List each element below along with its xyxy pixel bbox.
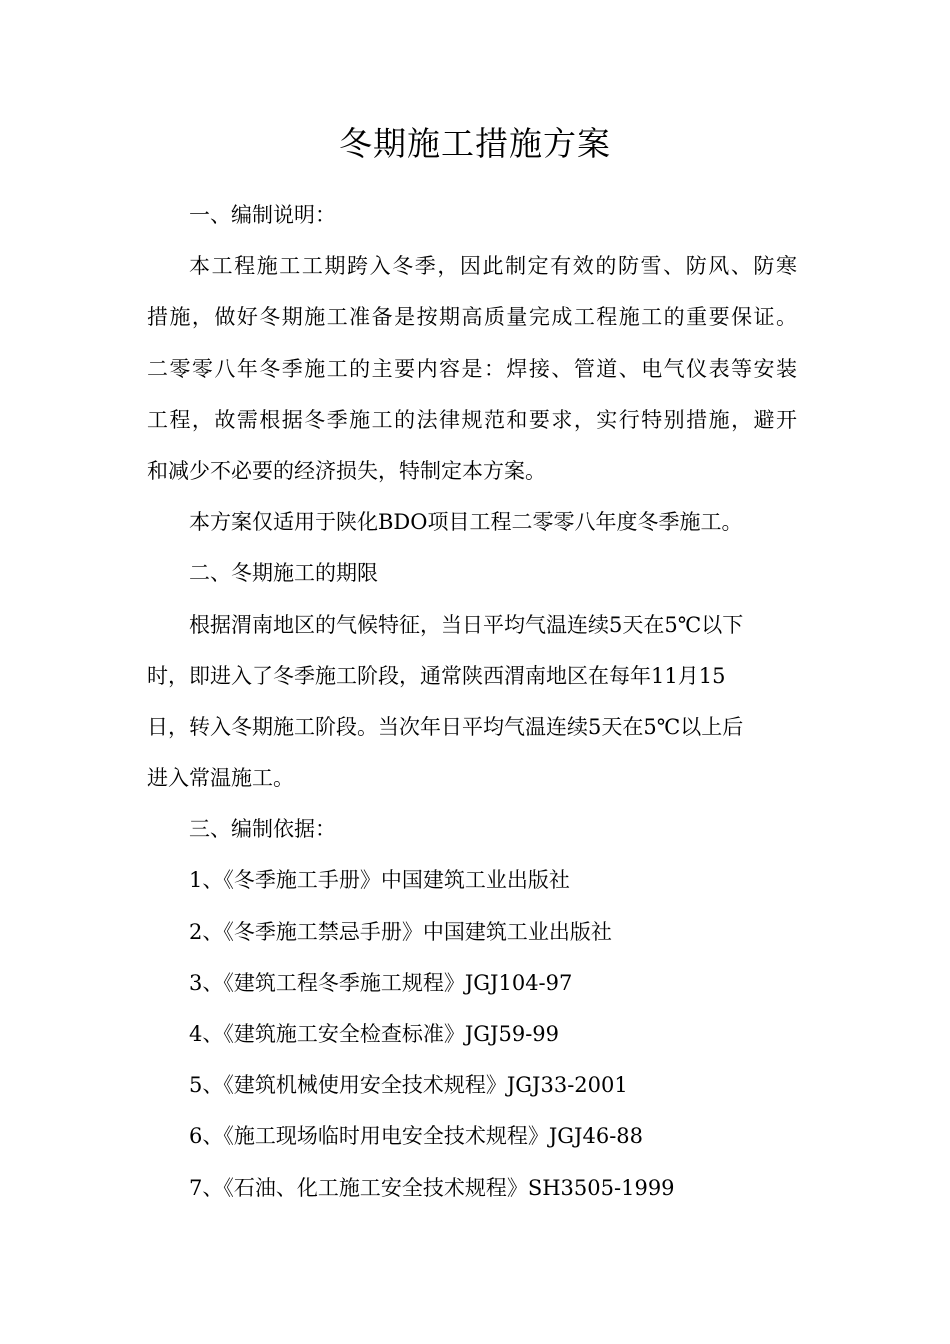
paragraph-line: 时，即进入了冬季施工阶段，通常陕西渭南地区在每年11月15	[147, 663, 726, 688]
section-heading-2: 二、冬期施工的期限	[189, 561, 378, 586]
reference-item: 4、《建筑施工安全检查标准》JGJ59-99	[189, 1022, 560, 1046]
paragraph-scope: 本方案仅适用于陕化BDO项目工程二零零八年度冬季施工。	[189, 510, 743, 535]
paragraph-line: 措施，做好冬期施工准备是按期高质量完成工程施工的重要保证。	[147, 305, 797, 330]
reference-item: 1、《冬季施工手册》中国建筑工业出版社	[189, 868, 570, 893]
section-heading-1: 一、编制说明：	[189, 203, 336, 227]
reference-item: 3、《建筑工程冬季施工规程》JGJ104-97	[189, 970, 573, 995]
paragraph-line: 工程，故需根据冬季施工的法律规范和要求，实行特别措施，避开	[147, 407, 797, 432]
section-heading-3: 三、编制依据：	[189, 817, 336, 842]
reference-item: 2、《冬季施工禁忌手册》中国建筑工业出版社	[189, 919, 612, 944]
reference-item: 7、《石油、化工施工安全技术规程》SH3505-1999	[189, 1175, 675, 1200]
paragraph-line: 日，转入冬期施工阶段。当次年日平均气温连续5天在5℃以上后	[147, 714, 744, 739]
reference-item: 6、《施工现场临时用电安全技术规程》JGJ46-88	[189, 1124, 644, 1149]
paragraph-line: 根据渭南地区的气候特征，当日平均气温连续5天在5℃以下	[189, 612, 744, 637]
paragraph-line: 和减少不必要的经济损失，特制定本方案。	[147, 458, 546, 483]
paragraph-line: 本工程施工工期跨入冬季，因此制定有效的防雪、防风、防寒	[189, 254, 797, 279]
document-body	[147, 190, 797, 1214]
paragraph-line: 二零零八年冬季施工的主要内容是：焊接、管道、电气仪表等安装	[147, 356, 797, 381]
document-title: 冬期施工措施方案	[339, 124, 611, 163]
paragraph-line: 进入常温施工。	[147, 766, 294, 791]
reference-item: 5、《建筑机械使用安全技术规程》JGJ33-2001	[189, 1073, 628, 1098]
